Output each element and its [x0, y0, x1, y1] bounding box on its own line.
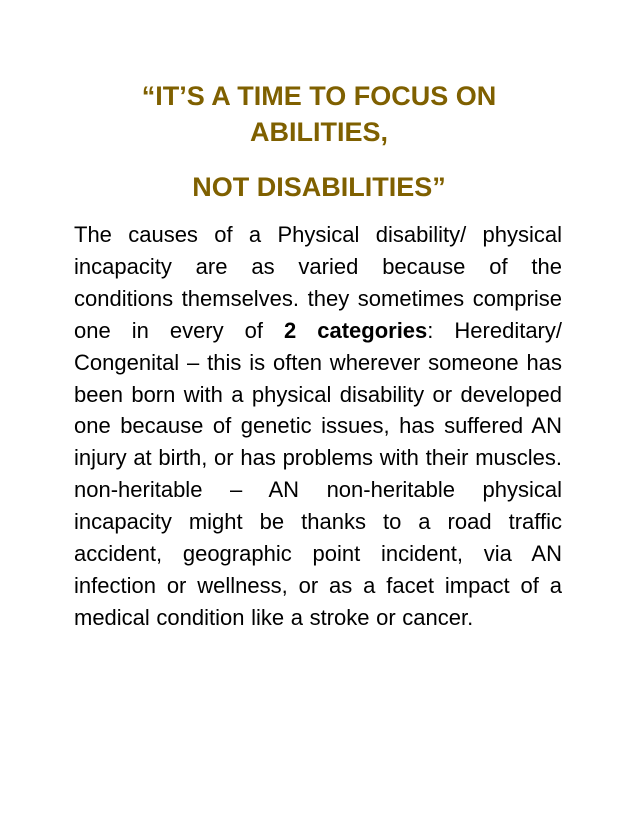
- body-text-part-1: The causes of a Physical disability/ physical incapacity are as varied because of the conditions themselves. they sometimes comprise one in every of: [74, 222, 562, 343]
- quote-heading-line-3: NOT DISABILITIES”: [192, 172, 446, 202]
- categories-bold-text: 2 categories: [283, 317, 428, 343]
- body-end-mark: .: [467, 604, 474, 630]
- body-text-part-2: : Hereditary/ Congenital – this is often wherever someone has been born with a physical disability or developed one because of genetic issues, has suffered AN injury at birth, or has problems with their muscles. non-heritable – AN non-heritable physical incapacity might be thanks to a road traffic accident, geographic point incident, via AN infection or wellness, or as a facet impact of a medical condition like a stroke or cancer: [74, 317, 562, 630]
- body-paragraph: [74, 219, 562, 634]
- quote-heading-line-2: ABILITIES,: [249, 117, 388, 147]
- quote-heading-line-1: “IT’S A TIME TO FOCUS ON: [141, 81, 497, 111]
